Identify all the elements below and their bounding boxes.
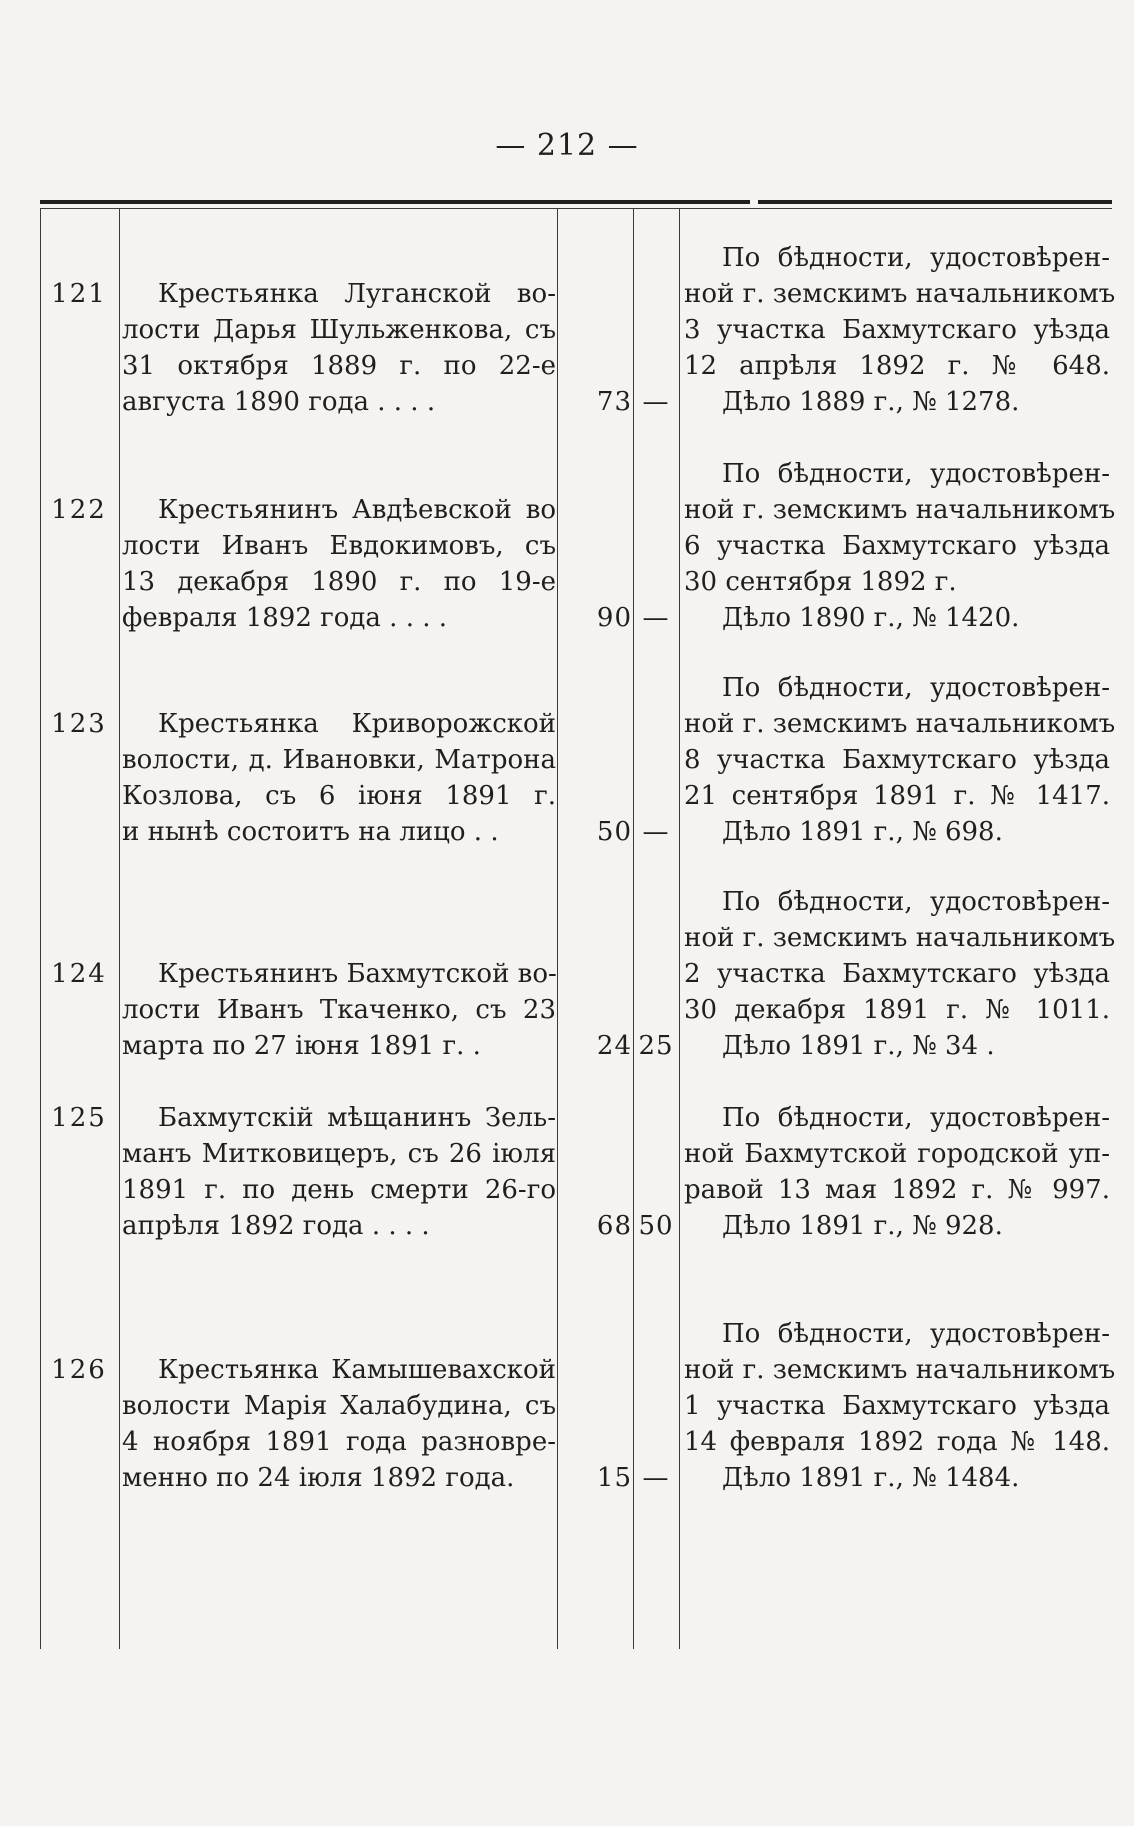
note-line: По бѣдности, удостовѣрен- (722, 1103, 1110, 1133)
description-line: 1891 г. по день смерти 26-го (122, 1175, 556, 1205)
description-line: августа 1890 года . . . . (122, 387, 436, 417)
page-number: — 212 — (495, 128, 639, 163)
entry-description (122, 492, 556, 636)
note-line: ной г. земскимъ начальникомъ (684, 709, 1116, 739)
amount-kopecks: 50 (638, 1211, 674, 1241)
case-reference: Дѣло 1891 г., № 1484. (722, 1463, 1020, 1493)
description-line: манъ Митковицеръ, съ 26 іюля (122, 1139, 556, 1169)
amount-rubles: 90 (596, 603, 632, 633)
amount-rubles: 68 (596, 1211, 632, 1241)
description-line: Бахмутскій мѣщанинъ Зель- (158, 1103, 556, 1133)
description-line: Крестьянинъ Бахмутской во- (158, 959, 557, 989)
description-line: лости Дарья Шульженкова, съ (122, 315, 556, 345)
note-line: 12 апрѣля 1892 г. № 648. (684, 351, 1110, 381)
description-line: менно по 24 іюля 1892 года. (122, 1463, 515, 1493)
entry-row (0, 884, 1134, 1064)
note-line: 6 участка Бахмутскаго уѣзда (684, 531, 1110, 561)
description-line: апрѣля 1892 года . . . . (122, 1211, 430, 1241)
case-reference: Дѣло 1891 г., № 698. (722, 817, 1003, 847)
description-line: Крестьянка Луганской во- (158, 279, 556, 309)
entry-number: 125 (51, 1103, 107, 1133)
description-line: марта по 27 іюня 1891 г. . (122, 1031, 481, 1061)
note-line: 2 участка Бахмутскаго уѣзда (684, 959, 1110, 989)
top-rule-thin (40, 208, 1112, 209)
description-line: 4 ноября 1891 года разновре- (122, 1427, 556, 1457)
note-line: 30 сентября 1892 г. (684, 567, 957, 597)
description-line: Козлова, съ 6 іюня 1891 г. (122, 781, 556, 811)
note-line: ной Бахмутской городской уп- (684, 1139, 1110, 1169)
entry-row (0, 240, 1134, 420)
entry-number: 123 (51, 709, 107, 739)
note-line: По бѣдности, удостовѣрен- (722, 459, 1110, 489)
case-reference: Дѣло 1891 г., № 34 . (722, 1031, 995, 1061)
amount-kopecks: — (642, 1463, 670, 1493)
note-line: 14 февраля 1892 года № 148. (684, 1427, 1110, 1457)
description-line: волости Марія Халабудина, съ (122, 1391, 556, 1421)
description-line: лости Иванъ Ткаченко, съ 23 (122, 995, 556, 1025)
description-line: волости, д. Ивановки, Матрона (122, 745, 556, 775)
top-rule-right (758, 200, 1112, 204)
description-line: Крестьянка Криворожской (158, 709, 556, 739)
note-line: 1 участка Бахмутскаго уѣзда (684, 1391, 1110, 1421)
note-line: равой 13 мая 1892 г. № 997. (684, 1175, 1110, 1205)
description-line: Крестьянка Камышевахской (158, 1355, 556, 1385)
entry-description (122, 956, 556, 1064)
entry-note (684, 240, 1116, 420)
note-line: По бѣдности, удостовѣрен- (722, 1319, 1110, 1349)
amount-kopecks: — (642, 387, 670, 417)
entry-note (684, 456, 1116, 636)
amount-rubles: 73 (596, 387, 632, 417)
case-reference: Дѣло 1891 г., № 928. (722, 1211, 1003, 1241)
description-line: Крестьянинъ Авдѣевской во (158, 495, 556, 525)
entry-note (684, 670, 1116, 850)
entry-description (122, 706, 556, 850)
entry-note (684, 1316, 1116, 1496)
note-line: По бѣдности, удостовѣрен- (722, 243, 1110, 273)
note-line: ной г. земскимъ начальникомъ (684, 923, 1116, 953)
description-line: 13 декабря 1890 г. по 19-е (122, 567, 556, 597)
description-line: 31 октября 1889 г. по 22-е (122, 351, 556, 381)
amount-rubles: 50 (596, 817, 632, 847)
entry-row (0, 670, 1134, 850)
description-line: лости Иванъ Евдокимовъ, съ (122, 531, 556, 561)
case-reference: Дѣло 1890 г., № 1420. (722, 603, 1020, 633)
entry-number: 126 (51, 1355, 107, 1385)
amount-rubles: 24 (596, 1031, 632, 1061)
entry-row (0, 1100, 1134, 1280)
entry-number: 121 (51, 279, 107, 309)
entry-number: 124 (51, 959, 107, 989)
entry-note (684, 1100, 1110, 1244)
description-line: и нынѣ состоитъ на лицо . . (122, 817, 499, 847)
note-line: 30 декабря 1891 г. № 1011. (684, 995, 1110, 1025)
note-line: По бѣдности, удостовѣрен- (722, 673, 1110, 703)
case-reference: Дѣло 1889 г., № 1278. (722, 387, 1020, 417)
entry-description (122, 1352, 556, 1496)
note-line: 8 участка Бахмутскаго уѣзда (684, 745, 1110, 775)
entry-note (684, 884, 1116, 1064)
entry-description (122, 1100, 556, 1244)
amount-kopecks: — (642, 603, 670, 633)
entry-description (122, 276, 556, 420)
amount-rubles: 15 (596, 1463, 632, 1493)
note-line: ной г. земскимъ начальникомъ (684, 495, 1116, 525)
note-line: ной г. земскимъ начальникомъ (684, 279, 1116, 309)
top-rule-left (40, 200, 750, 204)
note-line: ной г. земскимъ начальникомъ (684, 1355, 1116, 1385)
amount-kopecks: 25 (638, 1031, 674, 1061)
entry-number: 122 (51, 495, 107, 525)
note-line: 21 сентября 1891 г. № 1417. (684, 781, 1110, 811)
entry-row (0, 456, 1134, 636)
note-line: 3 участка Бахмутскаго уѣзда (684, 315, 1110, 345)
description-line: февраля 1892 года . . . . (122, 603, 448, 633)
amount-kopecks: — (642, 817, 670, 847)
note-line: По бѣдности, удостовѣрен- (722, 887, 1110, 917)
entry-row (0, 1316, 1134, 1496)
